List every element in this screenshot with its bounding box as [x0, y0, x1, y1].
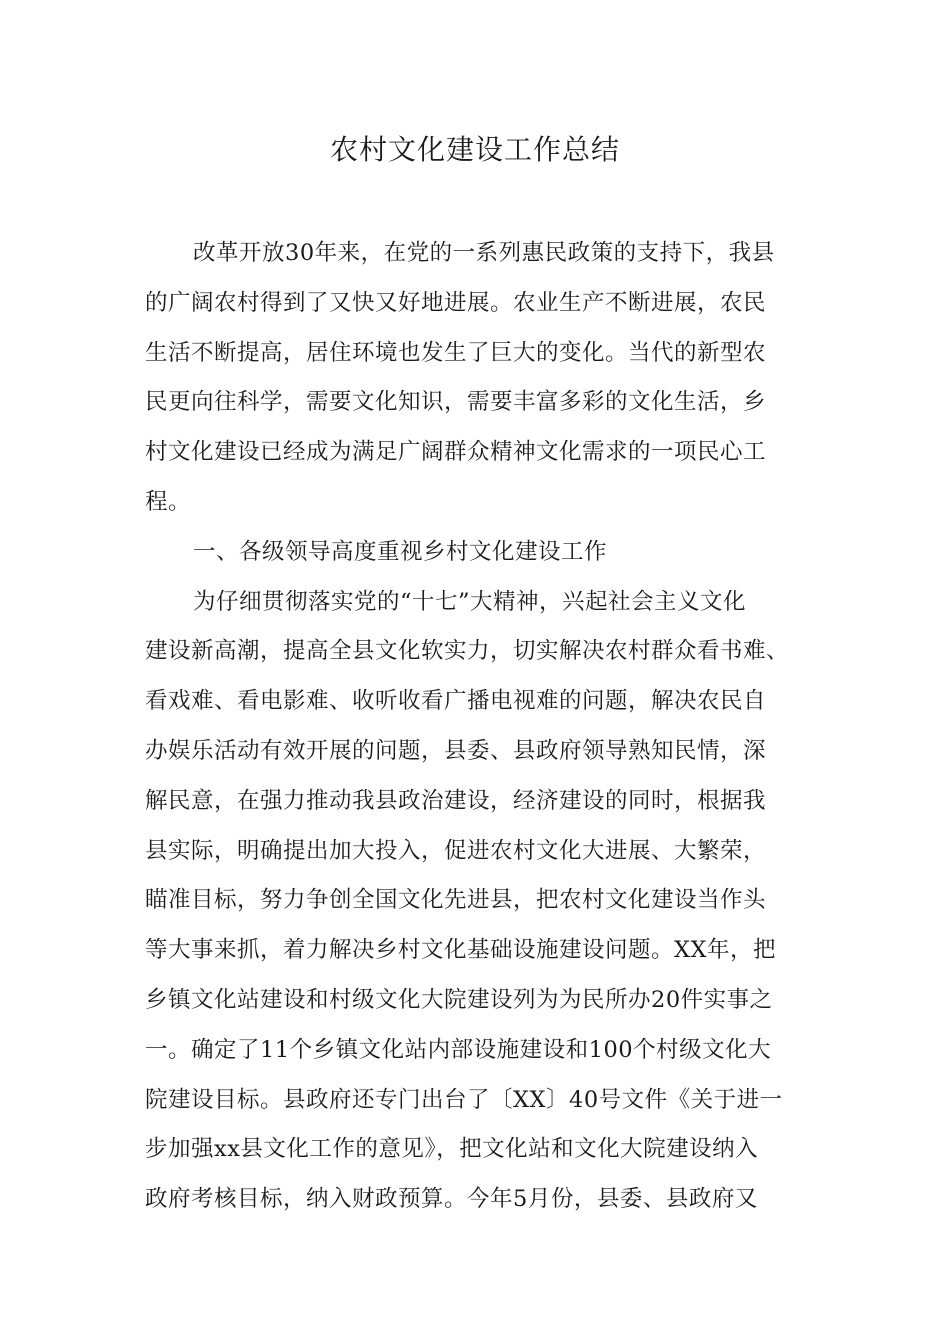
body-line: 一。确定了11个乡镇文化站内部设施建设和100个村级文化大 [145, 1036, 772, 1063]
section-heading: 一、各级领导高度重视乡村文化建设工作 [193, 538, 608, 565]
body-line: 院建设目标。县政府还专门出台了〔XX〕40号文件《关于进一 [145, 1086, 783, 1113]
body-line: 等大事来抓，着力解决乡村文化基础设施建设问题。XX年，把 [145, 937, 777, 964]
body-line: 的广阔农村得到了又快又好地进展。农业生产不断进展，农民 [145, 289, 767, 316]
body-line: 村文化建设已经成为满足广阔群众精神文化需求的一项民心工 [145, 439, 767, 466]
body-line: 步加强xx县文化工作的意见》，把文化站和文化大院建设纳入 [145, 1136, 759, 1163]
body-line: 看戏难、看电影难、收听收看广播电视难的问题，解决农民自 [145, 688, 767, 715]
body-line: 解民意，在强力推动我县政治建设，经济建设的同时，根据我 [145, 787, 767, 814]
body-line: 改革开放30年来，在党的一系列惠民政策的支持下，我县 [193, 240, 775, 266]
body-line: 县实际，明确提出加大投入，促进农村文化大进展、大繁荣， [145, 837, 767, 864]
body-line: 乡镇文化站建设和村级文化大院建设列为为民所办20件实事之 [145, 986, 773, 1013]
body-line: 为仔细贯彻落实党的“十七”大精神，兴起社会主义文化 [193, 588, 747, 615]
body-line: 程。 [145, 488, 192, 515]
body-line: 办娱乐活动有效开展的问题，县委、县政府领导熟知民情，深 [145, 737, 767, 764]
body-line: 瞄准目标，努力争创全国文化先进县，把农村文化建设当作头 [145, 887, 767, 914]
document-title: 农村文化建设工作总结 [329, 133, 620, 166]
body-line: 生活不断提高，居住环境也发生了巨大的变化。当代的新型农 [145, 339, 767, 366]
body-line: 政府考核目标，纳入财政预算。今年5月份，县委、县政府又 [145, 1186, 758, 1213]
body-line: 建设新高潮，提高全县文化软实力，切实解决农村群众看书难、 [145, 638, 790, 665]
document-body [145, 229, 810, 1225]
body-line: 民更向往科学，需要文化知识，需要丰富多彩的文化生活，乡 [145, 389, 767, 416]
